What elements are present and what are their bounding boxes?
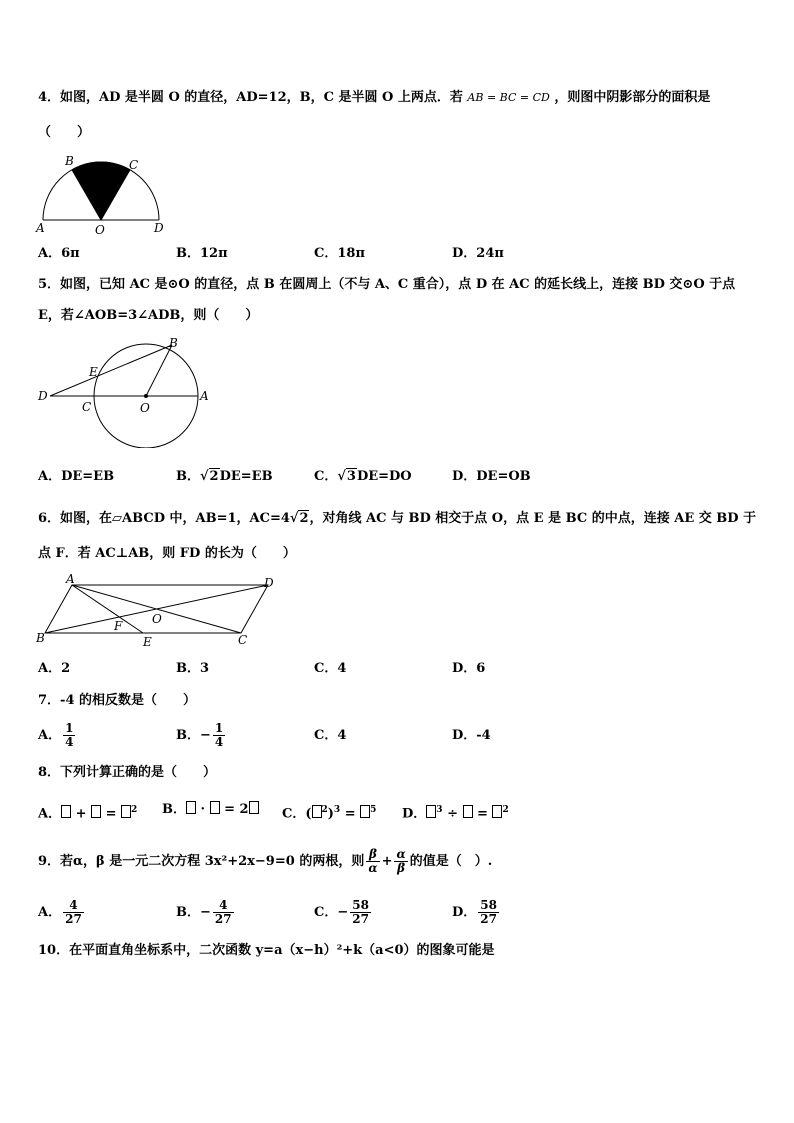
- denominator: 27: [65, 912, 82, 926]
- fraction: [63, 722, 75, 749]
- exponent: 5: [370, 805, 377, 815]
- q4-label-c: C: [129, 158, 139, 172]
- q10-stem: 10．在平面直角坐标系中，二次函数 y=a（x−h）²+k（a<0）的图象可能是: [38, 943, 495, 958]
- q4-figure: [34, 150, 170, 238]
- exponent: 2: [321, 805, 328, 815]
- q5-option-b-radicand: 2: [209, 469, 219, 484]
- option-prefix: B．−: [176, 905, 211, 920]
- q7-option-d[interactable]: D．-4: [452, 728, 491, 743]
- numerator: 4: [213, 899, 234, 913]
- q4-label-b: B: [65, 154, 74, 168]
- q4-stem-text-end: ，则图中阴影部分的面积是: [554, 90, 711, 105]
- operator: =: [472, 806, 493, 822]
- q5-center-dot: [144, 394, 148, 398]
- option-prefix: C．(: [282, 806, 312, 822]
- q6-segment-ae: [72, 585, 143, 633]
- exponent: 2: [502, 805, 509, 815]
- numerator: 58: [480, 898, 497, 912]
- q5-label-a: A: [200, 389, 209, 403]
- q5-option-c-prefix: C．: [314, 469, 338, 484]
- q5-option-d[interactable]: D．DE=OB: [452, 469, 531, 484]
- q4-stem: [38, 89, 710, 107]
- q4-option-a[interactable]: A．6π: [38, 246, 80, 261]
- option-prefix: B．: [162, 802, 186, 817]
- numerator: β: [366, 848, 379, 862]
- q4-option-b[interactable]: B．12π: [176, 246, 228, 261]
- q7-option-a-prefix: A．: [38, 728, 62, 743]
- sqrt-sign: √2: [200, 469, 219, 484]
- option-prefix: C．−: [314, 905, 349, 920]
- q4-label-a: A: [36, 221, 45, 235]
- missing-glyph: [91, 805, 101, 818]
- missing-glyph: [249, 801, 259, 814]
- q5-option-c-text: DE=DO: [356, 469, 412, 484]
- q5-option-b[interactable]: [176, 468, 273, 486]
- q6-label-a: A: [66, 572, 75, 586]
- q5-option-c[interactable]: [314, 468, 412, 486]
- paren: ): [327, 806, 334, 822]
- q7-option-b-prefix: B．−: [176, 728, 211, 743]
- denominator: α: [368, 861, 378, 875]
- option-prefix: A．: [38, 806, 62, 822]
- q6-stem-text: 6．如图，在▱ABCD 中，AB=1，AC=4: [38, 511, 290, 526]
- missing-glyph: [492, 805, 502, 818]
- q5-option-b-prefix: B．: [176, 469, 200, 484]
- q5-stem-line2: E，若∠AOB=3∠ADB，则（ ）: [38, 308, 259, 323]
- missing-glyph: [61, 805, 71, 818]
- q5-radius-ob: [146, 345, 172, 396]
- q6-label-c: C: [238, 633, 248, 647]
- fraction: [213, 722, 225, 749]
- q6-radicand: 2: [299, 511, 309, 526]
- q6-option-a[interactable]: A．2: [38, 661, 71, 676]
- q4-option-c[interactable]: C．18π: [314, 246, 365, 261]
- q5-option-b-text: DE=EB: [219, 469, 273, 484]
- q9-stem-text: 9．若α，β 是一元二次方程 3x²+2x−9=0 的两根，则: [38, 854, 365, 869]
- q8-option-c[interactable]: [282, 801, 376, 823]
- q5-label-c: C: [82, 400, 92, 414]
- numerator: 1: [214, 721, 224, 735]
- numerator: α: [396, 847, 406, 861]
- option-prefix: A．: [38, 905, 62, 920]
- q9-option-d[interactable]: [452, 893, 501, 933]
- q4-shaded-sector: [72, 162, 130, 220]
- denominator: 27: [480, 912, 497, 926]
- q8-option-b[interactable]: [162, 801, 259, 819]
- q6-label-d: D: [264, 576, 274, 590]
- q8-option-d[interactable]: [402, 801, 509, 823]
- operator: +: [381, 854, 393, 869]
- q6-label-b: B: [36, 631, 45, 645]
- missing-glyph: [186, 801, 196, 814]
- fraction: [350, 899, 371, 926]
- exponent: 3: [436, 805, 443, 815]
- operator: ÷: [442, 806, 463, 822]
- denominator: 27: [214, 912, 232, 926]
- q9-option-c[interactable]: [314, 893, 373, 933]
- q4-arc-equation: AB = BC = CD: [467, 91, 550, 104]
- fraction: [478, 899, 499, 926]
- exponent: 2: [131, 805, 138, 815]
- q5-line-db: [50, 345, 172, 396]
- q8-stem: 8．下列计算正确的是（ ）: [38, 765, 217, 780]
- q7-option-a[interactable]: [38, 716, 77, 756]
- operator: ·: [196, 802, 210, 817]
- fraction: [394, 848, 407, 875]
- q5-option-a[interactable]: A．DE=EB: [38, 469, 115, 484]
- q9-stem: [38, 842, 492, 882]
- fraction: [63, 899, 84, 926]
- denominator: 27: [352, 912, 369, 926]
- q5-label-b: B: [169, 336, 178, 350]
- missing-glyph: [312, 805, 322, 818]
- q5-label-e: E: [89, 365, 98, 379]
- q6-label-e: E: [143, 635, 152, 649]
- sqrt-sign: √2: [289, 511, 309, 526]
- exponent: 3: [333, 805, 341, 815]
- missing-glyph: [210, 801, 220, 814]
- missing-glyph: [360, 805, 370, 818]
- q5-label-o: O: [140, 401, 150, 415]
- q6-stem-line1: [38, 510, 756, 528]
- q8-option-a[interactable]: [38, 801, 137, 823]
- denominator: β: [397, 861, 406, 875]
- q5-stem-line1: 5．如图，已知 AC 是⊙O 的直径，点 B 在圆周上（不与 A、C 重合），点 D 在 AC 的延长线上，连接 BD 交⊙O 于点: [38, 277, 736, 292]
- operator: =: [340, 806, 361, 822]
- q9-option-a[interactable]: [38, 893, 86, 933]
- denominator: 4: [65, 735, 74, 749]
- numerator: 4: [63, 899, 84, 913]
- q7-option-c[interactable]: C．4: [314, 728, 347, 743]
- q7-stem: 7．-4 的相反数是（ ）: [38, 693, 197, 708]
- q6-label-o: O: [152, 612, 162, 626]
- numerator: 58: [352, 898, 369, 912]
- q6-label-f: F: [114, 619, 123, 633]
- q6-stem-line2: 点 F．若 AC⊥AB，则 FD 的长为（ ）: [38, 546, 296, 561]
- q4-paren: （ ）: [38, 125, 91, 140]
- denominator: 4: [214, 735, 224, 749]
- operator: =: [101, 806, 121, 822]
- q4-option-d[interactable]: D．24π: [452, 246, 504, 261]
- q6-figure: [34, 572, 284, 650]
- q5-figure: [34, 336, 214, 448]
- q4-label-d: D: [154, 221, 164, 235]
- numerator: 1: [65, 721, 74, 735]
- q9-stem-text-end: 的值是（ ）.: [409, 854, 493, 869]
- q4-label-o: O: [95, 223, 105, 237]
- option-prefix: D．: [402, 806, 427, 822]
- operator: = 2: [219, 802, 249, 817]
- q7-option-b[interactable]: [176, 716, 227, 756]
- q9-option-b[interactable]: [176, 893, 236, 933]
- q6-stem-text-end: ，对角线 AC 与 BD 相交于点 O，点 E 是 BC 的中点，连接 AE 交 BD 于: [309, 511, 757, 526]
- operator: +: [71, 806, 92, 822]
- fraction: [366, 848, 379, 875]
- option-prefix: D．: [452, 905, 477, 920]
- missing-glyph: [463, 805, 473, 818]
- q6-option-c[interactable]: C．4: [314, 661, 347, 676]
- q5-label-d: D: [38, 389, 48, 403]
- sqrt-sign: √3: [337, 469, 356, 484]
- q6-option-d[interactable]: D．6: [452, 661, 486, 676]
- q4-stem-text: 4．如图，AD 是半圆 O 的直径，AD=12，B，C 是半圆 O 上两点．若: [38, 90, 463, 105]
- missing-glyph: [426, 805, 436, 818]
- q6-option-b[interactable]: B．3: [176, 661, 210, 676]
- missing-glyph: [121, 805, 131, 818]
- fraction: [213, 899, 234, 926]
- q5-option-c-radicand: 3: [346, 469, 356, 484]
